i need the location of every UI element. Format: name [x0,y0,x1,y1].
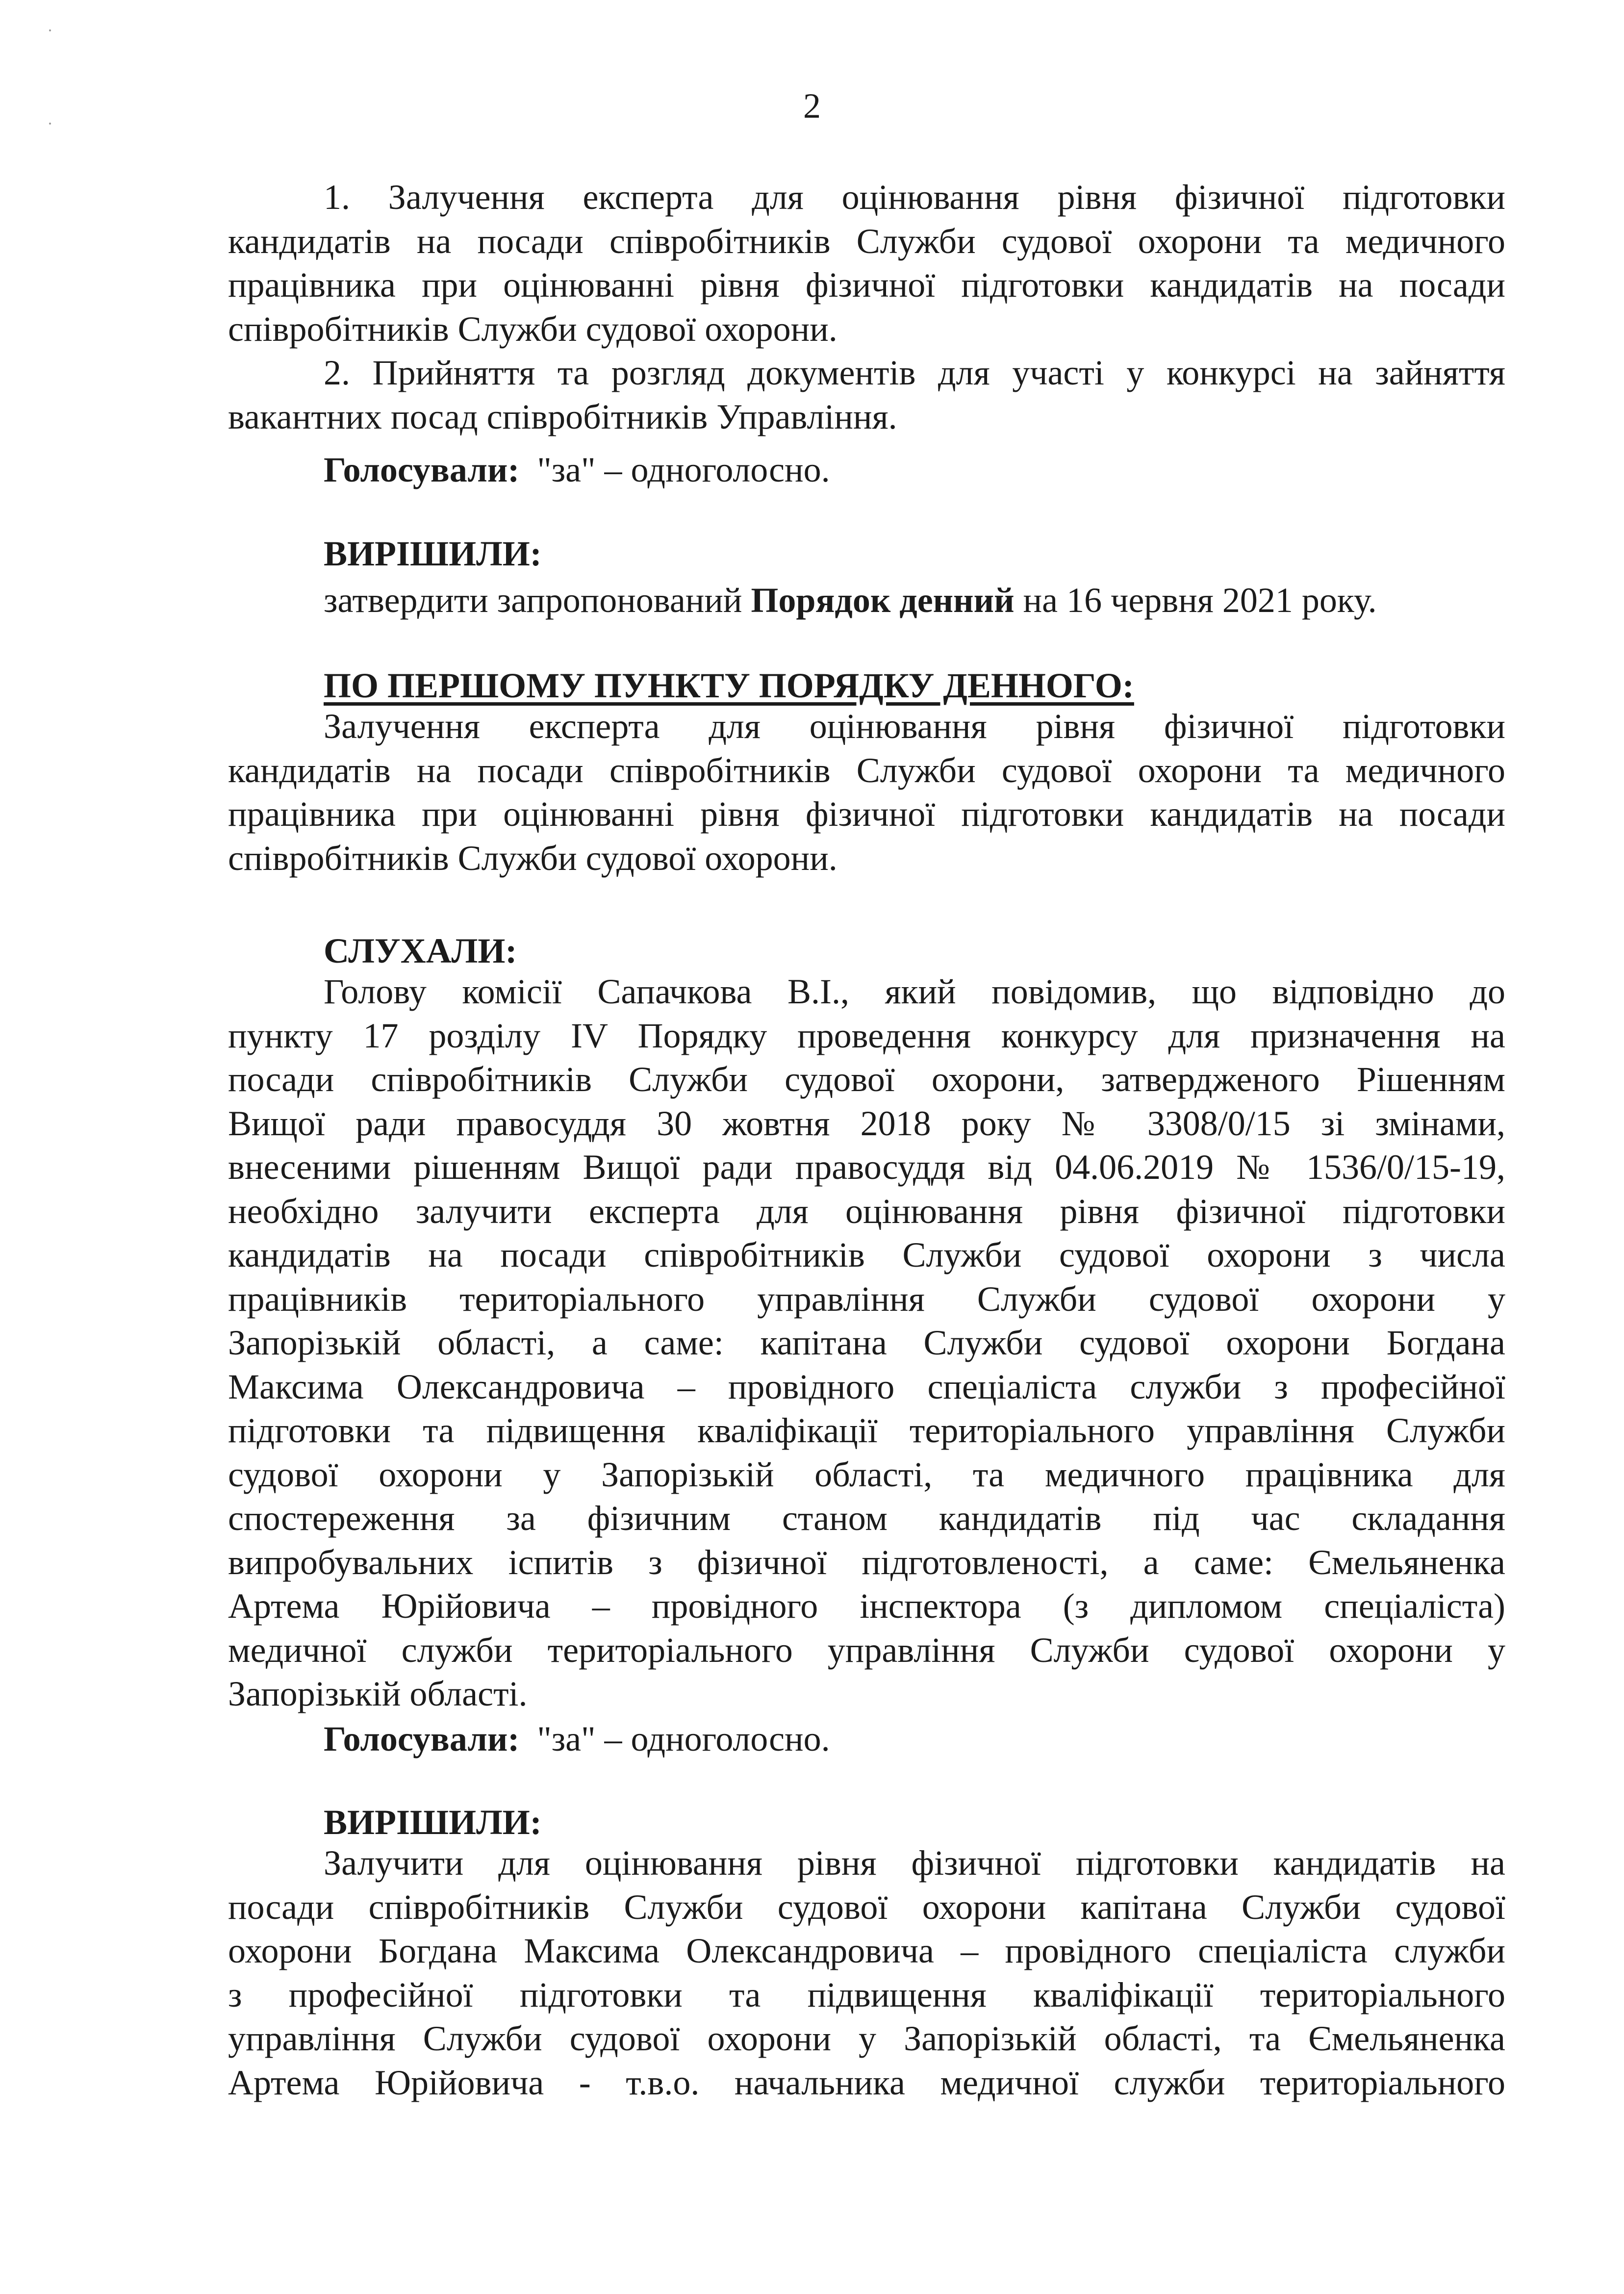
agenda-item-2 [228,351,1505,439]
text-line: працівника при оцінюванні рівня фізичної підготовки кандидатів на посади [228,265,1505,305]
text-line: з професійної підготовки та підвищення кваліфікації територіального [228,1975,1505,2014]
decision-text-bold: Порядок денний [751,581,1015,620]
text-line: Залучення експерта для оцінювання рівня фізичної підготовки [324,707,1505,746]
scan-speck [49,29,51,31]
text-line: вакантних посад співробітників Управління. [228,397,897,436]
agenda-item-1 [228,176,1505,351]
text-line: випробувальних іспитів з фізичної підготовленості, а саме: Ємельяненка [228,1542,1505,1582]
text-line: спостереження за фізичним станом кандидатів під час складання [228,1499,1505,1538]
text-line: працівників територіального управління Служби судової охорони у [228,1279,1505,1319]
text-line: кандидатів на посади співробітників Служби судової охорони з числа [228,1235,1505,1274]
text-line: посади співробітників Служби судової охорони, затвердженого Рішенням [228,1060,1505,1099]
first-item-text [228,705,1505,880]
text-line: Артема Юрійовича - т.в.о. начальника медичної служби територіального [228,2063,1505,2102]
vote-label: Голосували: [324,1719,520,1759]
text-line: необхідно залучити експерта для оцінювання рівня фізичної підготовки [228,1191,1505,1231]
text-line: співробітників Служби судової охорони. [228,838,837,878]
decision-2-text [228,1841,1505,2105]
text-line: співробітників Служби судової охорони. [228,309,837,349]
decision-text-after: на 16 червня 2021 року. [1014,581,1377,620]
text-line: кандидатів на посади співробітників Служби судової охорони та медичного [228,221,1505,261]
text-line: судової охорони у Запорізькій області, та медичного працівника для [228,1454,1505,1494]
text-line: посади співробітників Служби судової охорони капітана Служби судової [228,1887,1505,1927]
text-line: Артема Юрійовича – провідного інспектора (з дипломом спеціаліста) [228,1586,1505,1626]
section-heading-decided: ВИРІШИЛИ: [324,534,542,573]
vote-result [324,452,830,487]
text-line: працівника при оцінюванні рівня фізичної підготовки кандидатів на посади [228,794,1505,834]
text-line: Максима Олександровича – провідного спеціаліста служби з професійної [228,1367,1505,1406]
decision-text-before: затвердити запропонований [324,581,751,620]
section-heading-decided: ВИРІШИЛИ: [324,1803,542,1842]
vote-result [324,1721,830,1757]
heard-text [228,970,1505,1716]
text-line: Запорізькій області, а саме: капітана Служби судової охорони Богдана [228,1323,1505,1362]
text-line: Голову комісії Сапачкова В.І., який повідомив, що відповідно до [324,972,1505,1011]
text-line: Запорізькій області. [228,1674,528,1713]
text-line: внесеними рішенням Вищої ради правосуддя від 04.06.2019 № 1536/0/15-19, [228,1147,1505,1187]
text-line: 2. Прийняття та розгляд документів для участі у конкурсі на зайняття [324,353,1505,392]
text-line: кандидатів на посади співробітників Служби судової охорони та медичного [228,750,1505,790]
text-line: Вищої ради правосуддя 30 жовтня 2018 року № 3308/0/15 зі змінами, [228,1103,1505,1143]
text-line: Залучити для оцінювання рівня фізичної підготовки кандидатів на [324,1843,1505,1883]
section-heading-heard: СЛУХАЛИ: [324,931,517,970]
section-heading-first-item: ПО ПЕРШОМУ ПУНКТУ ПОРЯДКУ ДЕННОГО: [324,666,1134,705]
text-line: підготовки та підвищення кваліфікації територіального управління Служби [228,1411,1505,1450]
page-number: 2 [803,86,821,126]
vote-value: "за" – одноголосно. [537,450,830,489]
text-line: 1. Залучення експерта для оцінювання рівня фізичної підготовки [324,178,1505,217]
vote-label: Голосували: [324,450,520,489]
text-line: охорони Богдана Максима Олександровича – провідного спеціаліста служби [228,1931,1505,1970]
vote-value: "за" – одноголосно. [537,1719,830,1759]
text-line: пункту 17 розділу IV Порядку проведення конкурсу для призначення на [228,1016,1505,1055]
decision-text [324,583,1377,618]
text-line: управління Служби судової охорони у Запорізькій області, та Ємельяненка [228,2019,1505,2058]
text-line: медичної служби територіального управління Служби судової охорони у [228,1630,1505,1670]
